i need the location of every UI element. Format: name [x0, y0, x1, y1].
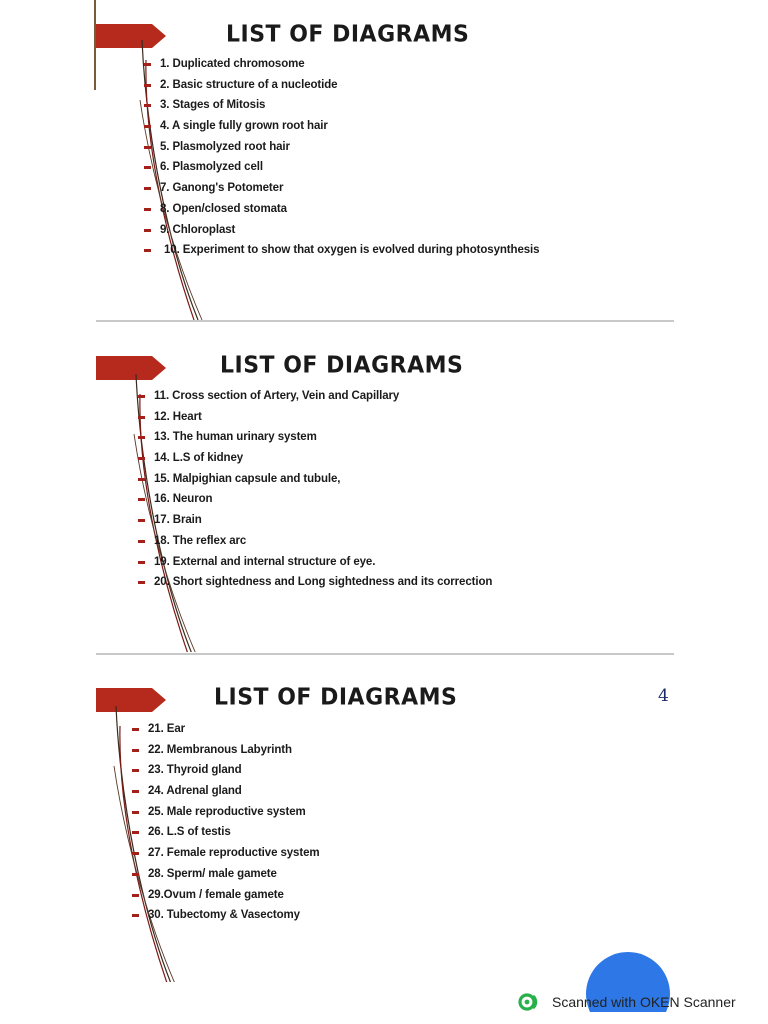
list-item: 6. Plasmolyzed cell: [160, 157, 539, 178]
dash-bullet-icon: [144, 229, 151, 232]
list-item: 7. Ganong's Potometer: [160, 178, 539, 199]
list-item: 18. The reflex arc: [154, 531, 492, 552]
section-title: LIST OF DIAGRAMS: [226, 21, 470, 48]
list-item: 20. Short sightedness and Long sightedness and its correction: [154, 572, 492, 593]
dash-bullet-icon: [138, 519, 145, 522]
section-title: LIST OF DIAGRAMS: [214, 684, 458, 711]
list-item: 5. Plasmolyzed root hair: [160, 137, 539, 158]
dash-bullet-icon: [132, 894, 139, 897]
dash-bullet-icon: [144, 166, 151, 169]
list-item: 22. Membranous Labyrinth: [148, 740, 320, 761]
list-item: 29.Ovum / female gamete: [148, 885, 320, 906]
diagram-list-slide-1: [96, 0, 674, 320]
list-item: 26. L.S of testis: [148, 822, 320, 843]
dash-bullet-icon: [138, 581, 145, 584]
diagram-list: [154, 386, 492, 593]
list-item: 27. Female reproductive system: [148, 843, 320, 864]
list-item: 15. Malpighian capsule and tubule,: [154, 469, 492, 490]
diagram-list-slide-2: [96, 322, 674, 652]
list-item: 24. Adrenal gland: [148, 781, 320, 802]
page-number: 4: [658, 686, 669, 706]
list-item: 12. Heart: [154, 407, 492, 428]
dash-bullet-icon: [138, 540, 145, 543]
list-item: 23. Thyroid gland: [148, 760, 320, 781]
list-item: 8. Open/closed stomata: [160, 199, 539, 220]
slide-divider: [96, 653, 674, 655]
diagram-list-slide-3: [96, 656, 674, 982]
list-item: 21. Ear: [148, 719, 320, 740]
dash-bullet-icon: [144, 84, 151, 87]
dash-bullet-icon: [132, 914, 139, 917]
dash-bullet-icon: [138, 395, 145, 398]
list-item: 13. The human urinary system: [154, 427, 492, 448]
list-item: 30. Tubectomy & Vasectomy: [148, 905, 320, 926]
list-item: 9. Chloroplast: [160, 220, 539, 241]
list-item: 14. L.S of kidney: [154, 448, 492, 469]
dash-bullet-icon: [132, 790, 139, 793]
dash-bullet-icon: [144, 63, 151, 66]
dash-bullet-icon: [144, 249, 151, 252]
dash-bullet-icon: [132, 749, 139, 752]
dash-bullet-icon: [138, 457, 145, 460]
dash-bullet-icon: [144, 146, 151, 149]
dash-bullet-icon: [132, 831, 139, 834]
list-item: 11. Cross section of Artery, Vein and Capillary: [154, 386, 492, 407]
watermark-text: Scanned with OKEN Scanner: [552, 994, 736, 1010]
section-title: LIST OF DIAGRAMS: [220, 352, 464, 379]
dash-bullet-icon: [138, 561, 145, 564]
diagram-list: [148, 719, 320, 926]
oken-scanner-logo-icon: [518, 993, 542, 1011]
list-item: 17. Brain: [154, 510, 492, 531]
dash-bullet-icon: [144, 104, 151, 107]
list-item: 1. Duplicated chromosome: [160, 54, 539, 75]
dash-bullet-icon: [138, 498, 145, 501]
list-item: 25. Male reproductive system: [148, 802, 320, 823]
list-item: 19. External and internal structure of eye.: [154, 552, 492, 573]
dash-bullet-icon: [144, 125, 151, 128]
dash-bullet-icon: [144, 187, 151, 190]
list-item: 16. Neuron: [154, 489, 492, 510]
dash-bullet-icon: [132, 852, 139, 855]
dash-bullet-icon: [132, 728, 139, 731]
dash-bullet-icon: [138, 436, 145, 439]
dash-bullet-icon: [132, 873, 139, 876]
diagram-list: [160, 54, 539, 261]
dash-bullet-icon: [132, 811, 139, 814]
dash-bullet-icon: [138, 478, 145, 481]
list-item: 28. Sperm/ male gamete: [148, 864, 320, 885]
list-item: 10. Experiment to show that oxygen is evolved during photosynthesis: [160, 240, 539, 261]
dash-bullet-icon: [144, 208, 151, 211]
dash-bullet-icon: [132, 769, 139, 772]
list-item: 2. Basic structure of a nucleotide: [160, 75, 539, 96]
scanner-watermark: [518, 991, 736, 1013]
dash-bullet-icon: [138, 416, 145, 419]
list-item: 3. Stages of Mitosis: [160, 95, 539, 116]
list-item: 4. A single fully grown root hair: [160, 116, 539, 137]
